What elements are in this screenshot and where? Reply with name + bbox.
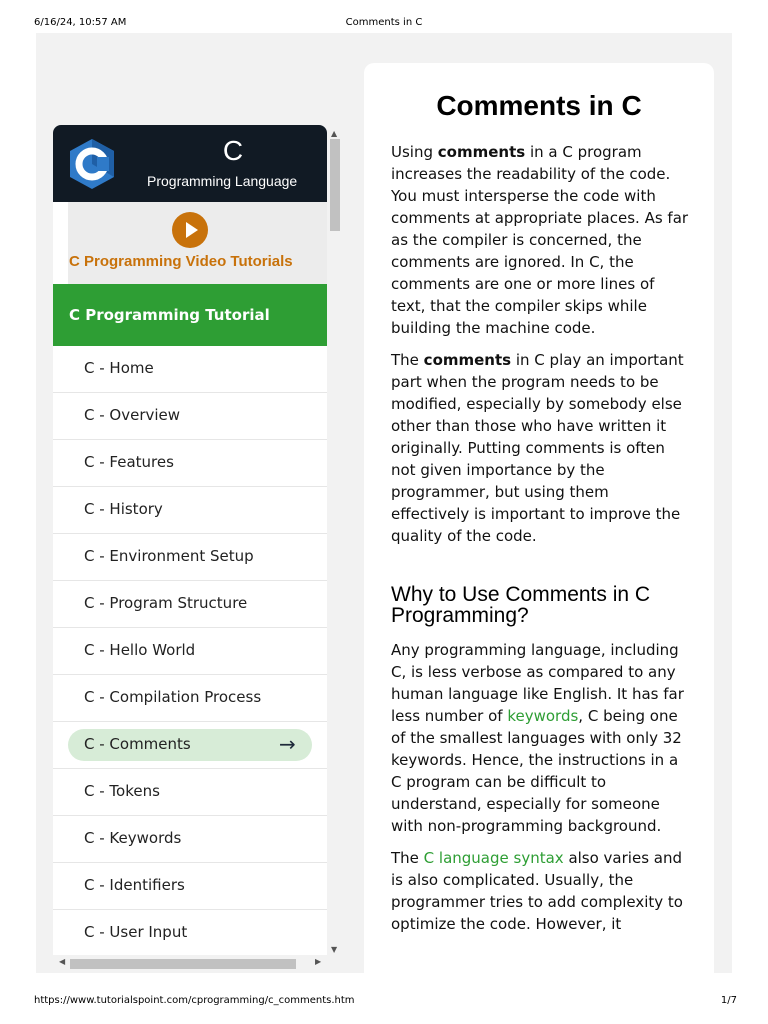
- article-card: [364, 63, 714, 973]
- text: also varies and is also complicated. Usually, the programmer tries to add complexity to optimize the code. However, it: [391, 849, 683, 933]
- scroll-down-icon[interactable]: ▼: [331, 945, 338, 954]
- print-header: [0, 0, 768, 34]
- sidebar: [53, 125, 327, 969]
- brand-header[interactable]: [53, 125, 327, 202]
- sidebar-item-label: C - Program Structure: [84, 594, 248, 612]
- paragraph: [391, 349, 691, 547]
- text: The: [391, 351, 424, 369]
- sidebar-item-label: C - Compilation Process: [84, 688, 262, 706]
- text: Any programming language, including C, is less verbose as compared to any human language like English. It has far less number of: [391, 641, 684, 725]
- page-background: [36, 33, 732, 973]
- scroll-right-icon[interactable]: ▶: [315, 957, 322, 966]
- arrow-right-icon: →: [279, 732, 296, 756]
- video-tutorials-label: C Programming Video Tutorials: [69, 253, 293, 270]
- sidebar-nav: [53, 346, 327, 957]
- play-icon: [172, 212, 208, 248]
- video-tutorials-banner[interactable]: [68, 202, 327, 284]
- paragraph: [391, 141, 691, 339]
- sidebar-horizontal-scrollbar[interactable]: [53, 955, 327, 971]
- keywords-link[interactable]: keywords: [507, 707, 579, 725]
- sidebar-vertical-scrollbar[interactable]: [328, 129, 343, 957]
- sidebar-item-label: C - Keywords: [84, 829, 182, 847]
- sidebar-item-label: C - Home: [84, 359, 154, 377]
- section-heading: Why to Use Comments in C Programming?: [391, 583, 651, 627]
- scroll-up-icon[interactable]: ▲: [331, 129, 338, 138]
- sidebar-item-label: C - User Input: [84, 923, 188, 941]
- scrollbar-thumb[interactable]: [330, 139, 340, 231]
- scroll-left-icon[interactable]: ◀: [59, 957, 66, 966]
- sidebar-item-tokens[interactable]: [53, 769, 327, 816]
- c-logo-icon: [67, 137, 117, 191]
- sidebar-item-features[interactable]: [53, 440, 327, 487]
- sidebar-item-program-structure[interactable]: [53, 581, 327, 628]
- sidebar-item-hello-world[interactable]: [53, 628, 327, 675]
- article-content: [391, 141, 691, 945]
- sidebar-item-label: C - Hello World: [84, 641, 196, 659]
- sidebar-item-keywords[interactable]: [53, 816, 327, 863]
- sidebar-item-label: C - Tokens: [84, 782, 160, 800]
- text: The: [391, 849, 424, 867]
- tutorial-section-title[interactable]: C Programming Tutorial: [53, 284, 327, 346]
- sidebar-item-history[interactable]: [53, 487, 327, 534]
- print-url: https://www.tutorialspoint.com/cprogramming/c_comments.htm: [34, 995, 355, 1006]
- sidebar-item-comments[interactable]: [53, 722, 327, 769]
- bold-term: comments: [423, 351, 512, 369]
- text: in a C program increases the readability of the code. You must intersperse the code with comments at appropriate places. As far as the compiler is concerned, the comments are ignored. In C, the comments are one or more lines of text, that the compiler skips while building the machine code.: [391, 143, 689, 337]
- text: Using: [391, 143, 438, 161]
- sidebar-item-overview[interactable]: [53, 393, 327, 440]
- bold-term: comments: [437, 143, 526, 161]
- print-title: Comments in C: [345, 17, 423, 28]
- text: , C being one of the smallest languages with only 32 keywords. Hence, the instructions in a C program can be difficult to understand, especially for someone with non-programming background.: [391, 707, 682, 835]
- sidebar-item-user-input[interactable]: [53, 910, 327, 957]
- sidebar-item-label: C - Overview: [84, 406, 181, 424]
- paragraph: [391, 847, 691, 935]
- sidebar-item-label: C - Comments: [84, 735, 191, 753]
- scrollbar-thumb[interactable]: [70, 959, 296, 969]
- sidebar-item-label: C - Environment Setup: [84, 547, 254, 565]
- sidebar-item-compilation-process[interactable]: [53, 675, 327, 722]
- page-title: Comments in C: [436, 90, 642, 121]
- sidebar-item-label: C - History: [84, 500, 163, 518]
- print-date: 6/16/24, 10:57 AM: [34, 17, 127, 28]
- sidebar-item-label: C - Identifiers: [84, 876, 185, 894]
- text: in C play an important part when the program needs to be modified, especially by somebody else other than those who have written it originally. Putting comments is often not given importance by the programmer, but using them effectively is important to improve the quality of the code.: [391, 351, 684, 545]
- sidebar-item-label: C - Features: [84, 453, 174, 471]
- sidebar-item-identifiers[interactable]: [53, 863, 327, 910]
- print-page-number: 1/7: [720, 995, 737, 1006]
- brand-letter: C: [222, 135, 244, 166]
- brand-subtitle: Programming Language: [147, 173, 298, 189]
- sidebar-item-home[interactable]: [53, 346, 327, 393]
- paragraph: [391, 639, 691, 837]
- sidebar-item-environment-setup[interactable]: [53, 534, 327, 581]
- syntax-link[interactable]: C language syntax: [423, 849, 564, 867]
